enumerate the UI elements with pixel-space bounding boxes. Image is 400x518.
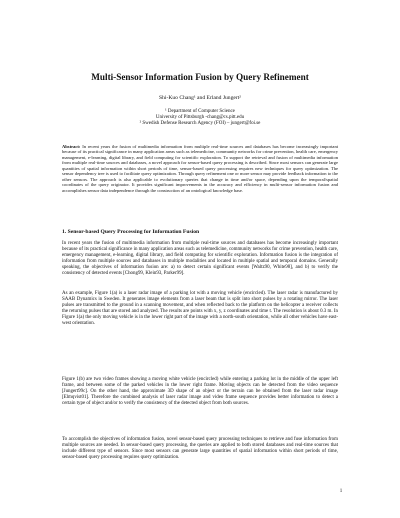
abstract — [62, 144, 338, 193]
abstract-text: In recent years the fusion of multimedia information from multiple real-time sources and databases has become increasingly important because of its practical significance in many application areas such as telemedicine, community networks for crime prevention, health care, emergency management, e-learning, digital library, and field computing for scientific exploration. To support the retrieval and fusion of multimedia information from multiple real-time sources and databases, a novel approach for sensor-based query processing is described. Since most sensors can generate large quantities of spatial information within short periods of time, sensor-based query processing requires new techniques for query optimization. The sensor dependency tree is used to facilitate query optimization. Through query refinement one or more sensor may provide feedback information to the other sensors. The approach is also applicable to evolutionary queries that change in time and/or space, depending upon the temporal/spatial coordinates of the query originator. It provides significant improvements in the accuracy and efficiency in multi-sensor information fusion and accomplishes sensor data independence through the construction of an ontological knowledge base. — [62, 144, 338, 193]
paper-title: Multi-Sensor Information Fusion by Query Refinement — [91, 72, 309, 82]
affiliation-line: University of Pittsburgh -chang@cs.pitt.edu — [155, 115, 245, 120]
body-paragraph: In recent years the fusion of multimedia information from multiple real-time sources and databases has become increasingly important because of its practical significance in many application areas such as telemedicine, community networks for crime prevention, health care, emergency management, e-learning, digital library, and field computing for scientific exploration. Information fusion is the integration of information from multiple sources and databases in multiple modalities and located in multiple spatial and temporal domains. Generally speaking, the objectives of information fusion are: a) to detect certain significant events [Waltz90, White98], and b) to verify the consistency of detected events [Chong99, Klein93, Parker99]. — [62, 241, 338, 277]
affiliation-line: ¹ Department of Computer Science — [165, 109, 235, 114]
body-paragraph: As an example, Figure 1(a) is a laser radar image of a parking lot with a moving vehicle (encircled). The laser radar is manufactured by SAAB Dynamics in Sweden. It generates image elements from a laser beam that is split into short pulses by a rotating mirror. The laser pulses are transmitted to the ground in a scanning movement, and when reflected back to the platform on the helicopter a receiver collects the returning pulses that are stored and analyzed. The results are points with x, y, z coordinates and time t. The resolution is about 0.3 m. In Figure 1(a) the only moving vehicle is in the lower right part of the image with a north-south orientation, while all other vehicles have east-west orientation. — [62, 291, 338, 327]
abstract-label: Abstract: — [62, 144, 81, 149]
section-heading: 1. Sensor-based Query Processing for Information Fusion — [62, 229, 200, 235]
page-number: 1 — [339, 489, 343, 494]
body-paragraph: To accomplish the objectives of information fusion, novel sensor-based query processing techniques to retrieve and fuse information from multiple sources are needed. In sensor-based query processing, the queries are applied to both stored databases and real-time sources that include different type of sensors. Since most sensors can generate large quantities of spatial information within short periods of time, sensor-based query processing requires query optimization. — [62, 437, 338, 461]
affiliation-line: ² Swedish Defense Research Agency (FOI) – jungert@foi.se — [139, 121, 261, 126]
paper-authors: Shi-Kuo Chang¹ and Erland Jungert² — [159, 95, 241, 101]
body-paragraph: Figure 1(b) are two video frames showing a moving white vehicle (encircled) while entering a parking lot in the middle of the upper left frame, and between some of the parked vehicles in the lower right frame. Moving objects can be detected from the video sequence [Jungert99c]. On the other hand, the approximate 3D shape of an object or the terrain can be obtained from the laser radar image [Elmqvist01]. Therefore the combined analysis of laser radar image and video frame sequence provides better information to detect a certain type of object and/or to verify the consistency of the detected object from both sources. — [62, 377, 338, 407]
affiliations — [20, 109, 380, 127]
